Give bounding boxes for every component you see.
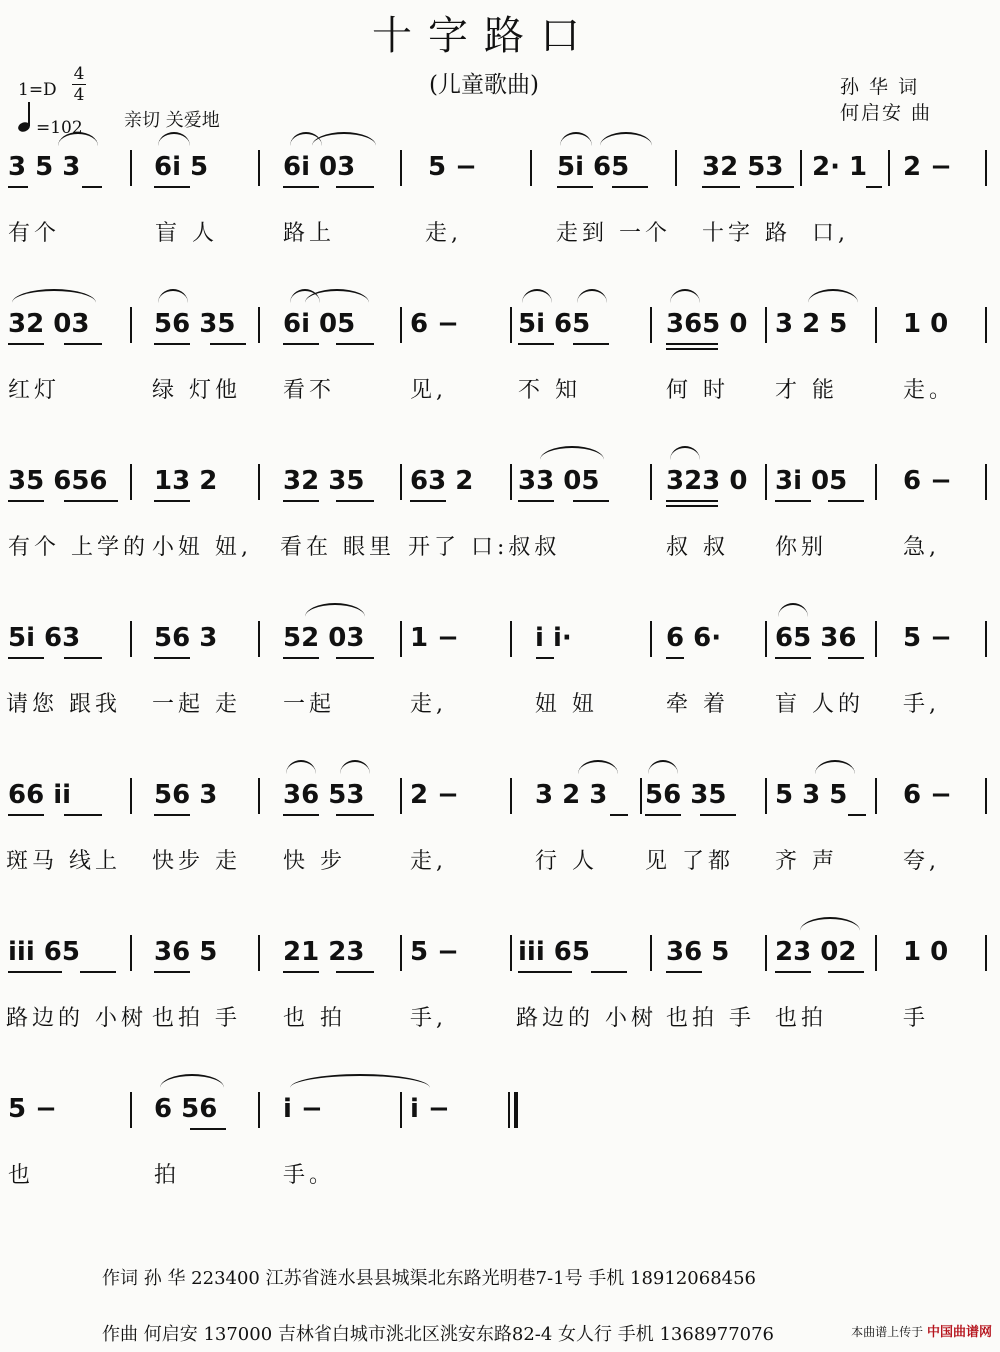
beam-underline [336, 186, 374, 188]
beam-underline [82, 186, 102, 188]
lyric-text: 齐 声 [775, 849, 838, 874]
slur-arc [600, 132, 652, 146]
barline [508, 1092, 510, 1128]
beam-underline [283, 500, 319, 502]
beam-underline [775, 657, 811, 659]
beam-underline [283, 186, 319, 188]
slur-arc [670, 446, 700, 460]
slur-arc [808, 289, 858, 303]
beam-underline [154, 814, 190, 816]
lyric-text: 手 [903, 1006, 930, 1031]
measure: 323 0 [666, 466, 748, 496]
beam-underline [8, 186, 28, 188]
barline [258, 150, 260, 186]
watermark-prefix: 本曲谱上传于 [851, 1325, 924, 1339]
barline [985, 621, 987, 657]
barline [130, 150, 132, 186]
beam-underline [866, 186, 882, 188]
beam-underline [775, 971, 811, 973]
barline [130, 935, 132, 971]
lyric-text: 急, [903, 535, 940, 560]
barline [258, 935, 260, 971]
beam-underline [702, 186, 740, 188]
barline [650, 621, 652, 657]
lyric-text: 何 时 [666, 378, 729, 403]
measure: 66 ii [8, 780, 72, 810]
lyric-text: 一起 [283, 692, 336, 717]
lyric-text: 手。 [283, 1163, 336, 1188]
slur-arc [305, 603, 365, 617]
slur-arc [578, 760, 618, 774]
beam-underline [518, 971, 572, 973]
slur-arc [522, 289, 552, 303]
lyric-text: 也 拍 [283, 1006, 346, 1031]
beam-underline [666, 505, 718, 507]
barline [400, 1092, 402, 1128]
measure: 5 3 5 [775, 780, 848, 810]
beam-underline [612, 186, 648, 188]
composer-credit: 何启安 曲 [840, 102, 933, 124]
measure: 65 36 [775, 623, 857, 653]
quarter-note-icon [16, 100, 36, 134]
tempo-marking: =102 [36, 118, 83, 138]
lyric-text: 也拍 手 [152, 1006, 241, 1031]
barline [510, 778, 512, 814]
lyric-text: 请您 跟我 [6, 692, 121, 717]
lyric-text: 妞 妞 [535, 692, 598, 717]
beam-underline [700, 814, 736, 816]
beam-underline [666, 971, 702, 973]
slur-arc [160, 1074, 224, 1088]
composer-contact: 作曲 何启安 137000 吉林省白城市洮北区洮安东路82-4 女人行 手机 1368977076 [102, 1324, 775, 1345]
lyric-text: 走到 一个 [556, 221, 671, 246]
barline [875, 935, 877, 971]
barline [650, 307, 652, 343]
lyric-text: 看不 [283, 378, 336, 403]
slur-arc [670, 289, 700, 303]
slur-arc [340, 760, 370, 774]
barline [875, 464, 877, 500]
barline [875, 621, 877, 657]
lyric-text: 绿 灯他 [152, 378, 241, 403]
lyric-text: 路上 [283, 221, 336, 246]
measure: i − [410, 1094, 450, 1124]
slur-arc [286, 760, 316, 774]
slur-arc [158, 132, 190, 146]
measure: 63 2 [410, 466, 474, 496]
barline [985, 778, 987, 814]
beam-underline [283, 814, 319, 816]
slur-arc [12, 289, 96, 303]
lyric-text: 走。 [903, 378, 956, 403]
measure: 6i 5 [154, 152, 209, 182]
measure: 36 5 [154, 937, 218, 967]
lyric-text: 小妞 妞, [152, 535, 252, 560]
barline [400, 307, 402, 343]
beam-underline [610, 814, 628, 816]
measure: 56 3 [154, 623, 218, 653]
measure: 3 5 3 [8, 152, 81, 182]
slur-arc [540, 446, 604, 460]
measure: 21 23 [283, 937, 365, 967]
beam-underline [8, 971, 62, 973]
final-barline [514, 1092, 518, 1128]
measure: i − [283, 1094, 323, 1124]
lyric-text: 走, [410, 849, 447, 874]
measure: 56 35 [154, 309, 236, 339]
barline [258, 464, 260, 500]
lyric-text: 斑马 线上 [6, 849, 121, 874]
barline [765, 307, 767, 343]
lyric-text: 你别 [775, 535, 828, 560]
lyric-text: 也 [8, 1163, 35, 1188]
beam-underline [8, 657, 44, 659]
beam-underline [210, 343, 246, 345]
measure: 36 53 [283, 780, 365, 810]
lyric-text: 盲 人的 [775, 692, 864, 717]
beam-underline [828, 500, 864, 502]
lyric-text: 口, [812, 221, 849, 246]
beam-underline [190, 1128, 226, 1130]
measure: 1 0 [903, 937, 949, 967]
beam-underline [336, 657, 374, 659]
barline [258, 621, 260, 657]
beam-underline [154, 343, 190, 345]
beam-underline [756, 186, 794, 188]
barline [510, 307, 512, 343]
measure: 5 − [903, 623, 952, 653]
beam-underline [666, 500, 718, 502]
measure: 365 0 [666, 309, 748, 339]
barline [650, 935, 652, 971]
barline [510, 621, 512, 657]
lyric-text: 手, [410, 1006, 447, 1031]
measure: 13 2 [154, 466, 218, 496]
measure: 6i 03 [283, 152, 356, 182]
lyric-text: 走, [410, 692, 447, 717]
barline [510, 464, 512, 500]
expression-marking: 亲切 关爱地 [124, 110, 220, 131]
barline [400, 150, 402, 186]
measure: 5i 63 [8, 623, 81, 653]
beam-underline [154, 500, 190, 502]
beam-underline [8, 814, 44, 816]
measure: 32 35 [283, 466, 365, 496]
barline [400, 935, 402, 971]
measure: 33 05 [518, 466, 600, 496]
lyric-text: 红灯 [8, 378, 61, 403]
measure: 2 − [410, 780, 459, 810]
barline [650, 464, 652, 500]
lyric-text: 夸, [903, 849, 940, 874]
beam-underline [410, 500, 446, 502]
beam-underline [557, 186, 593, 188]
slur-arc [305, 289, 369, 303]
barline [130, 307, 132, 343]
slur-arc [312, 132, 376, 146]
beam-underline [8, 500, 44, 502]
beam-underline [283, 657, 319, 659]
lyric-text: 路边的 小树 [516, 1006, 657, 1031]
beam-underline [64, 343, 102, 345]
barline [258, 307, 260, 343]
measure: 6 − [410, 309, 459, 339]
measure: 6 6· [666, 623, 722, 653]
slur-arc [560, 132, 592, 146]
barline [510, 935, 512, 971]
beam-underline [591, 971, 627, 973]
measure: 6 − [903, 466, 952, 496]
measure: iii 65 [8, 937, 80, 967]
lyricist-credit: 孙 华 词 [840, 76, 920, 98]
barline [875, 307, 877, 343]
key-signature: 1=D [18, 80, 57, 100]
slur-arc [800, 917, 860, 931]
beam-underline [666, 657, 684, 659]
page-title: 十字路口 [372, 13, 596, 59]
measure: 56 3 [154, 780, 218, 810]
measure: 6i 05 [283, 309, 356, 339]
lyric-text: 也拍 [775, 1006, 828, 1031]
measure: 6 56 [154, 1094, 218, 1124]
beam-underline [573, 500, 609, 502]
lyric-text: 手, [903, 692, 940, 717]
beam-underline [154, 657, 190, 659]
lyric-text: 一起 走 [152, 692, 241, 717]
barline [800, 150, 802, 186]
slur-arc [648, 760, 678, 774]
measure: 1 − [410, 623, 459, 653]
lyric-text: 走, [425, 221, 462, 246]
measure: 2 − [903, 152, 952, 182]
barline [130, 621, 132, 657]
lyric-text: 看在 眼里 [280, 535, 395, 560]
barline [888, 150, 890, 186]
measure: 5 − [8, 1094, 57, 1124]
barline [640, 778, 642, 814]
barline [130, 1092, 132, 1128]
beam-underline [775, 500, 811, 502]
measure: 5 − [410, 937, 459, 967]
barline [765, 778, 767, 814]
lyric-text: 也拍 手 [666, 1006, 755, 1031]
beam-underline [336, 500, 374, 502]
barline [985, 307, 987, 343]
barline [130, 778, 132, 814]
beam-underline [64, 657, 102, 659]
beam-underline [336, 343, 374, 345]
barline [985, 935, 987, 971]
lyric-text: 见, [410, 378, 447, 403]
measure: 23 02 [775, 937, 857, 967]
barline [258, 778, 260, 814]
measure: 3i 05 [775, 466, 848, 496]
lyric-text: 牵 着 [666, 692, 729, 717]
barline [765, 464, 767, 500]
lyric-text: 开了 口:叔叔 [408, 535, 561, 560]
beam-underline [573, 343, 609, 345]
beam-underline [828, 971, 864, 973]
beam-underline [518, 343, 554, 345]
barline [765, 935, 767, 971]
beam-underline [283, 971, 319, 973]
barline [765, 621, 767, 657]
slur-arc [815, 760, 855, 774]
lyric-text: 才 能 [775, 378, 838, 403]
beam-underline [8, 343, 44, 345]
page-subtitle: (儿童歌曲) [429, 72, 539, 98]
measure: 3 2 5 [775, 309, 848, 339]
lyric-text: 十字 路 [702, 221, 791, 246]
barline [258, 1092, 260, 1128]
beam-underline [336, 814, 374, 816]
barline [985, 150, 987, 186]
barline [875, 778, 877, 814]
watermark [851, 1321, 992, 1340]
beam-underline [666, 348, 718, 350]
measure: 5i 65 [557, 152, 630, 182]
lyric-text: 快 步 [283, 849, 346, 874]
beam-underline [536, 657, 554, 659]
slur-arc [577, 289, 607, 303]
watermark-logo: 中国曲谱网 [926, 1325, 992, 1340]
measure: 3 2 3 [535, 780, 608, 810]
beam-underline [154, 186, 190, 188]
beam-underline [154, 971, 190, 973]
time-signature-top: 4 [73, 64, 85, 84]
lyric-text: 快步 走 [152, 849, 241, 874]
lyric-text: 不 知 [518, 378, 581, 403]
barline [400, 464, 402, 500]
beam-underline [828, 657, 864, 659]
slur-arc [778, 603, 808, 617]
measure: 36 5 [666, 937, 730, 967]
lyric-text: 见 了都 [645, 849, 734, 874]
beam-underline [518, 500, 554, 502]
barline [400, 621, 402, 657]
measure: 35 656 [8, 466, 108, 496]
measure: i i· [535, 623, 572, 653]
beam-underline [64, 814, 102, 816]
lyric-text: 盲 人 [155, 221, 218, 246]
barline [400, 778, 402, 814]
time-signature [72, 64, 86, 105]
lyric-text: 拍 [154, 1163, 181, 1188]
beam-underline [64, 500, 118, 502]
measure: 5 − [428, 152, 477, 182]
lyric-text: 叔 叔 [666, 535, 729, 560]
beam-underline [283, 343, 319, 345]
beam-underline [80, 971, 116, 973]
beam-underline [645, 814, 681, 816]
slur-arc [290, 1074, 430, 1088]
measure: 6 − [903, 780, 952, 810]
measure: 5i 65 [518, 309, 591, 339]
measure: iii 65 [518, 937, 590, 967]
measure: 52 03 [283, 623, 365, 653]
measure: 1 0 [903, 309, 949, 339]
lyric-text: 有个 上学的 [8, 535, 149, 560]
measure: 32 03 [8, 309, 90, 339]
slur-arc [158, 289, 188, 303]
lyric-text: 行 人 [535, 849, 598, 874]
measure: 56 35 [645, 780, 727, 810]
measure: 2· 1 [812, 152, 868, 182]
beam-underline [336, 971, 374, 973]
beam-underline [848, 814, 866, 816]
lyricist-contact: 作词 孙 华 223400 江苏省涟水县县城渠北东路光明巷7-1号 手机 18912068456 [102, 1268, 757, 1289]
barline [530, 150, 532, 186]
lyric-text: 有个 [8, 221, 61, 246]
barline [130, 464, 132, 500]
barline [675, 150, 677, 186]
measure: 32 53 [702, 152, 784, 182]
time-signature-bottom: 4 [73, 85, 85, 105]
lyric-text: 路边的 小树 [6, 1006, 147, 1031]
barline [985, 464, 987, 500]
beam-underline [666, 343, 718, 345]
